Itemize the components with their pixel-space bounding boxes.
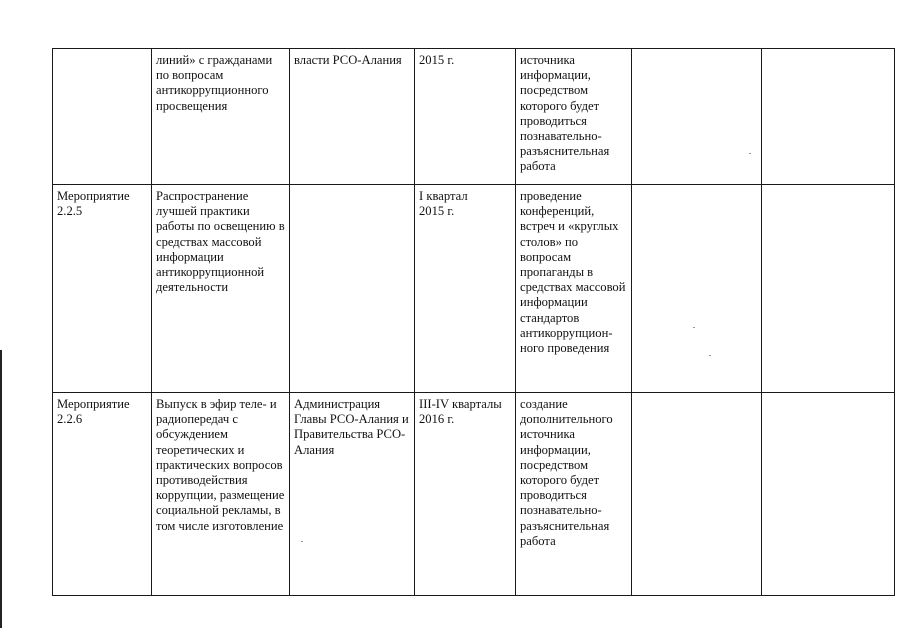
table-row <box>53 393 895 596</box>
executor-cell: Администрация Главы РСО-Алания и Правительства РСО-Алания <box>290 393 415 596</box>
expected-result-cell: проведение конференций, встреч и «круглых столов» по вопросам пропаганды в средствах массовой информации стандартов антикоррупцион-ного проведения <box>516 185 632 393</box>
deadline-cell: III-IV кварталы 2016 г. <box>415 393 516 596</box>
empty-cell <box>762 393 895 596</box>
empty-cell <box>632 185 762 393</box>
executor-cell: власти РСО-Алания <box>290 49 415 185</box>
executor-cell <box>290 185 415 393</box>
empty-cell <box>632 49 762 185</box>
measure-name-cell: линий» с гражданами по вопросам антикоррупционного просвещения <box>152 49 290 185</box>
scan-speck <box>709 355 711 356</box>
empty-cell <box>762 49 895 185</box>
measure-name-cell: Распространение лучшей практики работы по освещению в средствах массовой информации антикоррупционной деятельности <box>152 185 290 393</box>
action-plan-table <box>52 48 895 596</box>
scan-speck <box>693 327 695 328</box>
measure-id-cell <box>53 49 152 185</box>
table-row <box>53 185 895 393</box>
deadline-cell: 2015 г. <box>415 49 516 185</box>
empty-cell <box>762 185 895 393</box>
scan-margin-mark <box>0 350 2 628</box>
scan-speck <box>301 541 303 542</box>
measure-name-cell: Выпуск в эфир теле- и радиопередач с обсуждением теоретических и практических вопросов противодействия коррупции, размещение социальной рекламы, в том числе изготовление <box>152 393 290 596</box>
deadline-cell: I квартал 2015 г. <box>415 185 516 393</box>
expected-result-cell: создание дополнительного источника информации, посредством которого будет проводиться познавательно-разъяснительная работа <box>516 393 632 596</box>
scan-speck <box>749 153 751 154</box>
empty-cell <box>632 393 762 596</box>
expected-result-cell: источника информации, посредством которого будет проводиться познавательно-разъяснительная работа <box>516 49 632 185</box>
table-row <box>53 49 895 185</box>
measure-id-cell: Мероприятие 2.2.6 <box>53 393 152 596</box>
measure-id-cell: Мероприятие 2.2.5 <box>53 185 152 393</box>
